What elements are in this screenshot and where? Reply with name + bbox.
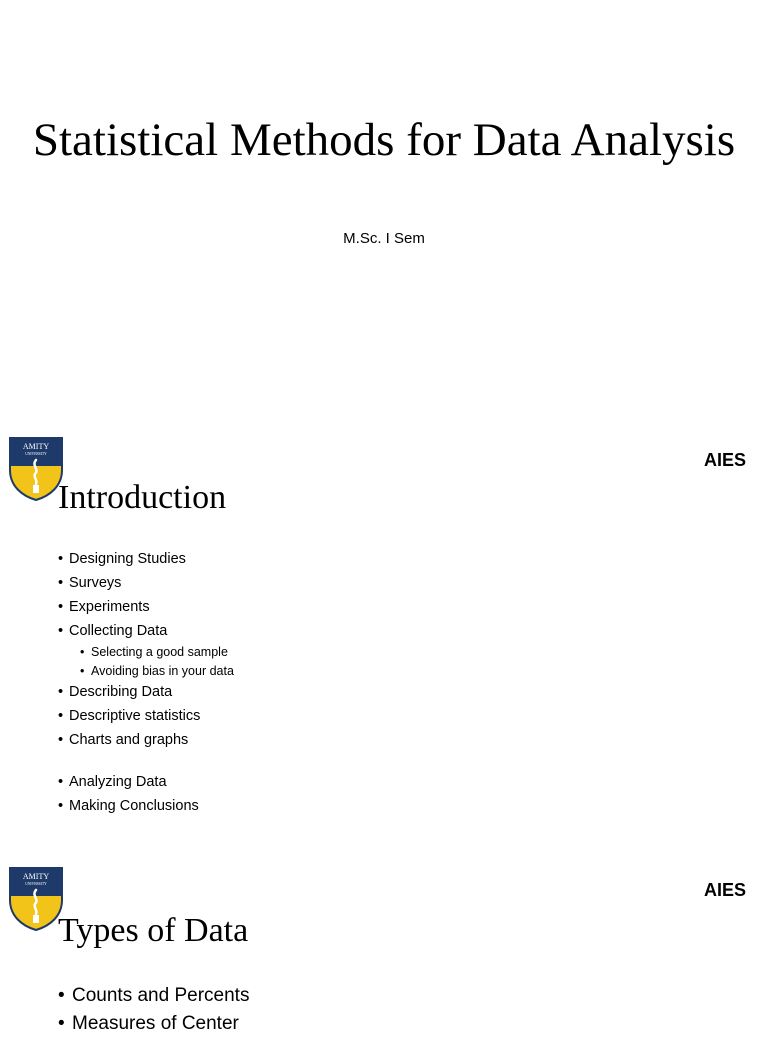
list-item: • Descriptive statistics — [58, 704, 234, 728]
types-of-data-slide — [0, 850, 768, 1034]
list-item: • Designing Studies — [58, 547, 234, 571]
list-item: • Measures of Center — [58, 1010, 249, 1038]
bullet-list — [58, 982, 249, 1038]
bullet-list — [58, 547, 234, 818]
amity-university-logo — [8, 436, 64, 502]
logo-text-line2: UNIVERSITY — [25, 452, 47, 456]
sub-list-item: • Selecting a good sample — [58, 643, 234, 662]
list-item: • Experiments — [58, 595, 234, 619]
org-tag: AIES — [703, 880, 746, 900]
logo-text-line2: UNIVERSITY — [25, 882, 47, 886]
logo-text-line1: AMITY — [22, 872, 50, 881]
presentation-title: Statistical Methods for Data Analysis — [32, 114, 736, 166]
sub-list-item: • Avoiding bias in your data — [58, 662, 234, 681]
list-item: • Counts and Percents — [58, 982, 249, 1010]
list-item: • Analyzing Data — [58, 770, 234, 794]
amity-university-logo — [8, 866, 64, 932]
title-slide — [0, 0, 768, 420]
list-item: • Surveys — [58, 571, 234, 595]
presentation-subtitle: M.Sc. I Sem — [343, 230, 425, 247]
slide-heading: Types of Data — [58, 912, 249, 949]
slide-heading: Introduction — [58, 479, 227, 516]
logo-text-line1: AMITY — [22, 442, 50, 451]
list-item: • Making Conclusions — [58, 794, 234, 818]
list-item: • Describing Data — [58, 680, 234, 704]
list-item: • Collecting Data — [58, 619, 234, 643]
org-tag: AIES — [703, 450, 746, 470]
introduction-slide — [0, 420, 768, 850]
list-item: • Charts and graphs — [58, 728, 234, 752]
